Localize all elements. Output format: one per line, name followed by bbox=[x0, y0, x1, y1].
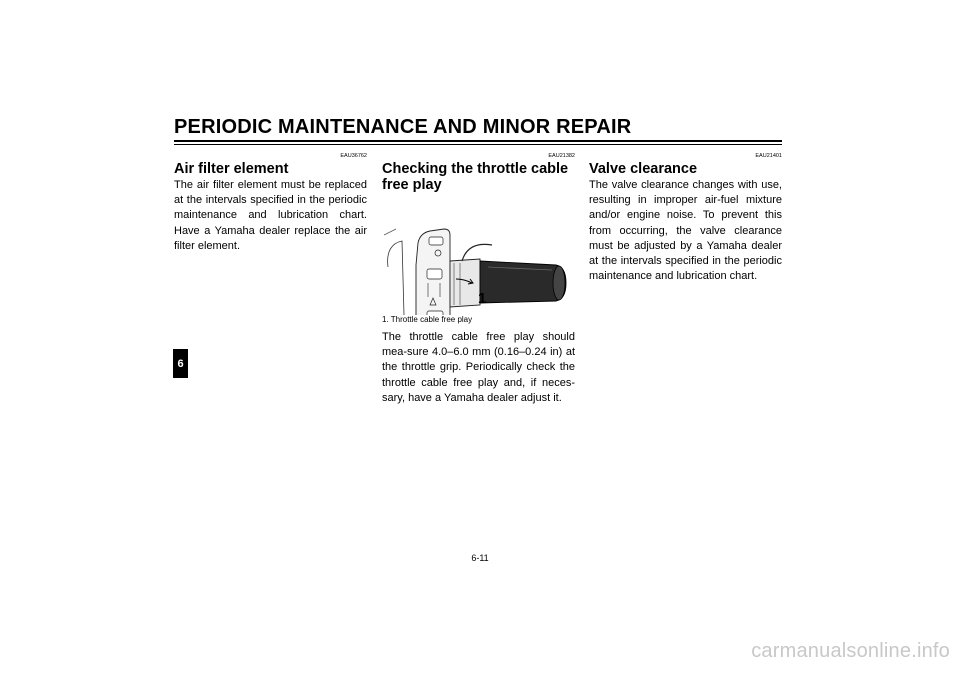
section-heading: Air filter element bbox=[174, 161, 289, 177]
section-code: EAU36762 bbox=[340, 153, 367, 159]
header-rule-thin bbox=[174, 144, 782, 145]
page-title: PERIODIC MAINTENANCE AND MINOR REPAIR bbox=[174, 116, 632, 138]
section-heading: Valve clearance bbox=[589, 161, 698, 177]
section-valve-clearance bbox=[589, 153, 782, 284]
figure-caption: 1. Throttle cable free play bbox=[382, 315, 473, 324]
page-header bbox=[174, 115, 782, 145]
section-heading: Checking the throttle cable free play bbox=[382, 161, 569, 193]
section-body: The air filter element must be replaced at the intervals specified in the periodic maintenance and lubrication chart. Have a Yamaha dealer replace the air filter element. bbox=[174, 179, 367, 252]
figure-callout: 1 bbox=[478, 290, 487, 307]
page-number: 6-11 bbox=[471, 553, 489, 563]
section-code: EAU21401 bbox=[755, 153, 782, 159]
section-code: EAU21382 bbox=[548, 153, 575, 159]
chapter-tab: 6 bbox=[173, 349, 188, 378]
section-throttle-cable bbox=[382, 153, 575, 406]
section-body: The throttle cable free play should mea-sure 4.0–6.0 mm (0.16–0.24 in) at the throttle grip. Periodically check the throttle cable free play and, if neces-sary, have a Yamaha dealer adjust it. bbox=[382, 331, 575, 404]
header-rule-thick bbox=[174, 140, 782, 142]
section-air-filter bbox=[174, 153, 367, 254]
section-body: The valve clearance changes with use, resulting in improper air-fuel mixture and/or engine noise. To prevent this from occurring, the valve clearance must be adjusted by a Yamaha dealer at the intervals specified in the periodic maintenance and lubrication chart. bbox=[589, 179, 782, 283]
watermark: carmanualsonline.info bbox=[751, 640, 950, 662]
throttle-grip-illustration bbox=[382, 195, 575, 315]
